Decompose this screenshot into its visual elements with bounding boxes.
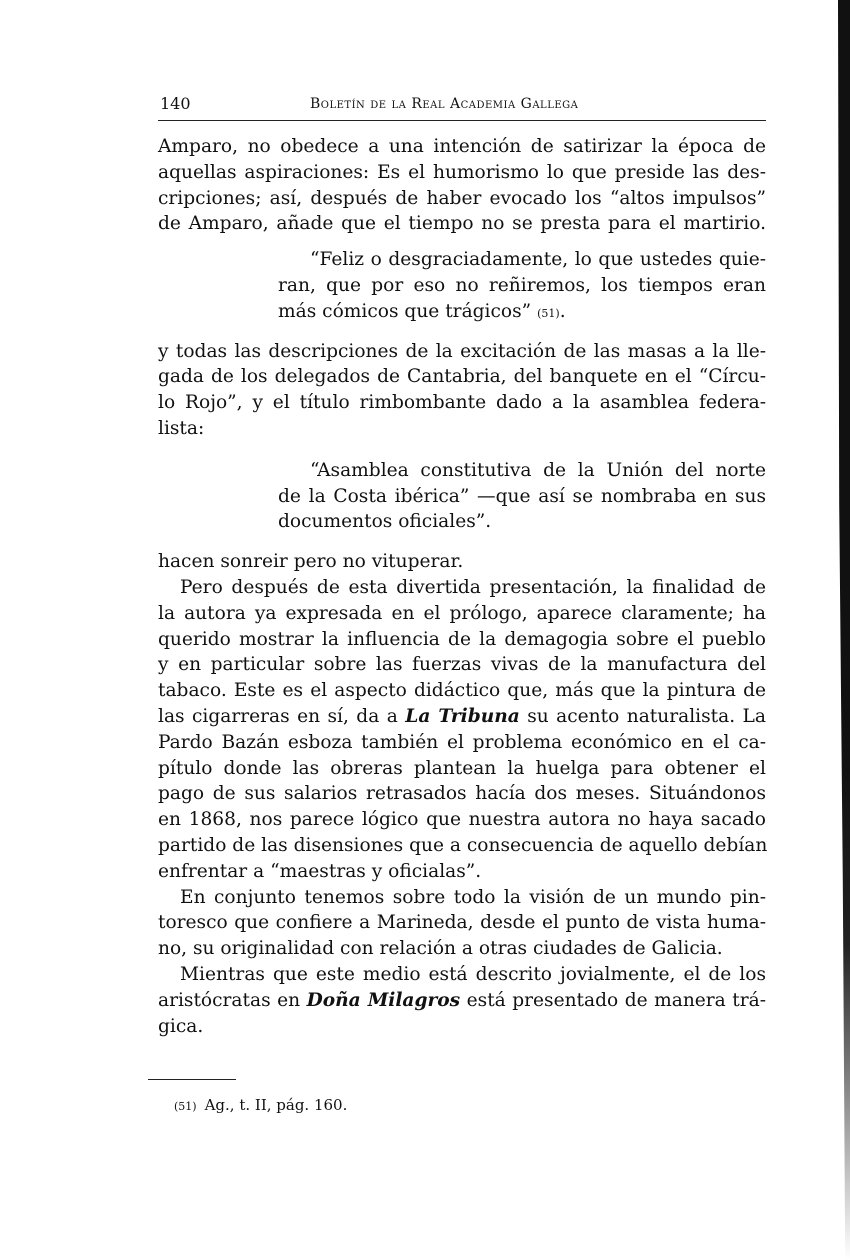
text-line: pítulo donde las obreras plantean la huelga para obtener el bbox=[158, 757, 766, 779]
text-line: aquellas aspiraciones: Es el humorismo lo que preside las des- bbox=[158, 161, 766, 183]
footnote-separator bbox=[148, 1079, 236, 1080]
text-line: Pardo Bazán esboza también el problema económico en el ca- bbox=[158, 731, 766, 753]
paragraph-4 bbox=[158, 575, 766, 885]
footnote-reference: (51) bbox=[537, 306, 560, 320]
scan-border bbox=[838, 0, 850, 1260]
text-line bbox=[158, 988, 766, 1014]
text-line: de la Costa ibérica” —que así se nombraba en sus bbox=[278, 485, 766, 507]
text-line: Pero después de esta divertida presentación, la finalidad de bbox=[180, 576, 766, 598]
text-line: En conjunto tenemos sobre todo la visión de un mundo pin- bbox=[180, 886, 766, 908]
text-line: y en particular sobre las fuerzas vivas de la manufactura del bbox=[158, 654, 766, 676]
paragraph-2 bbox=[158, 339, 766, 442]
text-line: partido de las disensiones que a consecuencia de aquello debían bbox=[158, 834, 768, 856]
text-line: hacen sonreir pero no vituperar. bbox=[158, 551, 464, 573]
journal-title: Boletín de la Real Academia Gallega bbox=[310, 96, 579, 112]
quote-text: más cómicos que trágicos” bbox=[278, 300, 532, 322]
text-line: “Asamblea constitutiva de la Unión del norte bbox=[310, 459, 766, 481]
text-line: cripciones; así, después de haber evocado los “altos impulsos” bbox=[158, 187, 766, 209]
footnote-51 bbox=[158, 1096, 766, 1114]
text-line: lista: bbox=[158, 417, 205, 439]
text-line bbox=[278, 299, 766, 327]
punctuation: . bbox=[559, 300, 566, 322]
text-line: gica. bbox=[158, 1015, 204, 1037]
block-quote-2 bbox=[278, 458, 766, 535]
header-rule bbox=[158, 120, 766, 121]
text-line: documentos oficiales”. bbox=[278, 511, 492, 533]
book-title-dona-milagros: Doña Milagros bbox=[306, 989, 461, 1011]
text-line: Mientras que este medio está descrito jovialmente, el de los bbox=[180, 963, 766, 985]
paragraph-6 bbox=[158, 962, 766, 1039]
footnote-text: Ag., t. II, pág. 160. bbox=[204, 1096, 348, 1115]
text-line: tabaco. Este es el aspecto didáctico que, más que la pintura de bbox=[158, 680, 766, 702]
book-page bbox=[158, 92, 766, 1114]
text-line bbox=[158, 704, 766, 730]
text-line: no, su originalidad con relación a otras ciudades de Galicia. bbox=[158, 938, 723, 960]
text-line: Amparo, no obedece a una intención de satirizar la época de bbox=[158, 136, 766, 157]
text-line: toresco que confiere a Marineda, desde el punto de vista huma- bbox=[158, 912, 766, 934]
paragraph-1 bbox=[158, 134, 766, 237]
book-title-la-tribuna: La Tribuna bbox=[405, 705, 520, 727]
paragraph-3 bbox=[158, 549, 766, 575]
text-line: gada de los delegados de Cantabria, del banquete en el “Círcu- bbox=[158, 366, 766, 388]
page-number: 140 bbox=[160, 94, 191, 113]
footnote-mark: (51) bbox=[174, 1100, 197, 1114]
text-span: está presentado de manera trá- bbox=[460, 989, 766, 1011]
text-line: y todas las descripciones de la excitación de las masas a la lle- bbox=[158, 340, 766, 362]
text-span: aristócratas en bbox=[158, 989, 307, 1011]
running-header bbox=[158, 92, 766, 120]
text-line: la autora ya expresada en el prólogo, aparece claramente; ha bbox=[158, 602, 766, 624]
text-line: lo Rojo”, y el título rimbombante dado a la asamblea federa- bbox=[158, 392, 766, 414]
block-quote-1 bbox=[278, 247, 766, 326]
text-line: querido mostrar la influencia de la demagogia sobre el pueblo bbox=[158, 628, 766, 650]
text-span: su acento naturalista. La bbox=[519, 705, 766, 727]
text-line: “Feliz o desgraciadamente, lo que ustedes quie- bbox=[310, 249, 766, 271]
text-span: las cigarreras en sí, da a bbox=[158, 705, 406, 727]
text-line: de Amparo, añade que el tiempo no se presta para el martirio. bbox=[158, 213, 766, 235]
paragraph-5 bbox=[158, 885, 766, 962]
text-line: enfrentar a “maestras y oficialas”. bbox=[158, 860, 482, 882]
text-line: ran, que por eso no reñiremos, los tiempos eran bbox=[278, 274, 766, 296]
text-line: en 1868, nos parece lógico que nuestra autora no haya sacado bbox=[158, 809, 766, 831]
text-line: pago de sus salarios retrasados hacía dos meses. Situándonos bbox=[158, 783, 766, 805]
